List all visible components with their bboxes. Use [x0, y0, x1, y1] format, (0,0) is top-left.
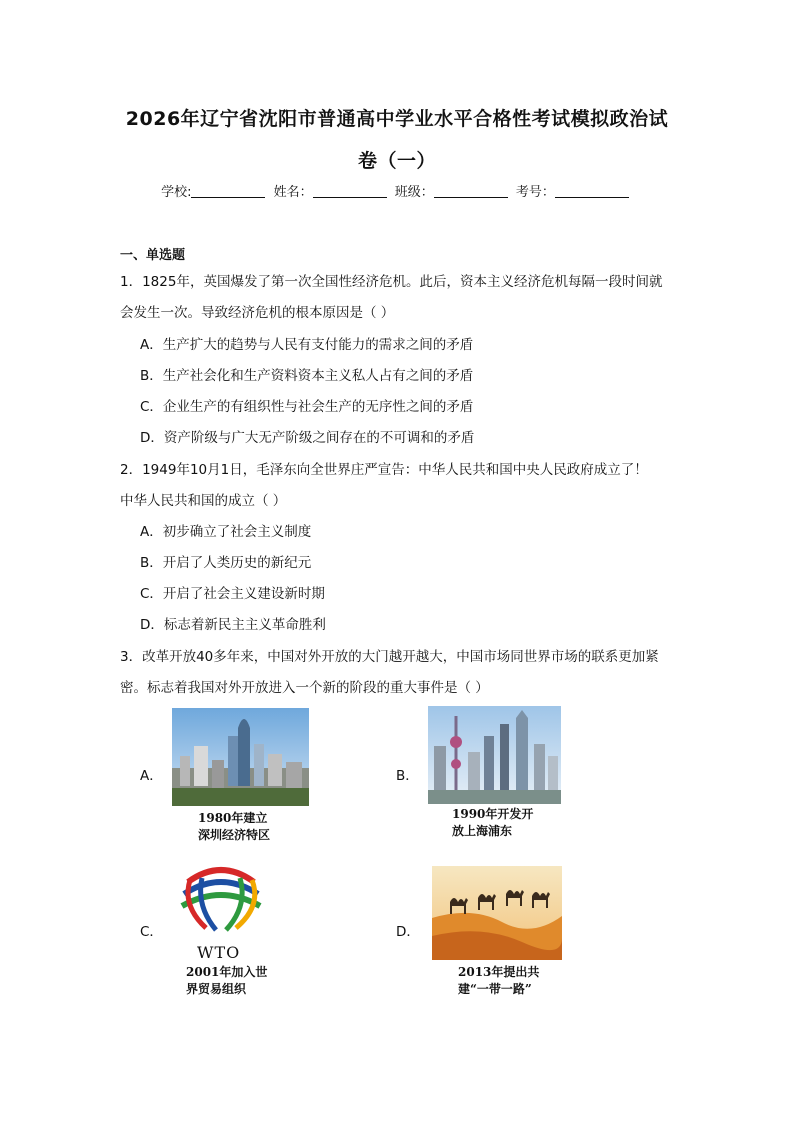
q3-option-c-letter[interactable]: C． [140, 924, 163, 940]
q2-option-d[interactable]: D．标志着新民主主义革命胜利 [140, 617, 326, 633]
class-blank[interactable] [434, 185, 508, 198]
q2-stem-line2: 中华人民共和国的成立（ ） [120, 493, 287, 509]
q2-option-c[interactable]: C．开启了社会主义建设新时期 [140, 586, 325, 602]
q3-option-b-caption-line2: 放上海浦东 [452, 824, 513, 838]
wto-logo[interactable] [176, 860, 266, 940]
q2-option-b[interactable]: B．开启了人类历史的新纪元 [140, 555, 312, 571]
shanghai-pudong-image[interactable] [428, 706, 561, 804]
shenzhen-skyline-image[interactable] [172, 708, 309, 806]
q3-option-c-caption-line1: 2001年加入世 [186, 965, 268, 979]
q3-option-d-caption-line1: 2013年提出共 [458, 965, 540, 979]
q3-stem-line2: 密。标志着我国对外开放进入一个新的阶段的重大事件是（ ） [120, 680, 489, 696]
q1-option-c[interactable]: C．企业生产的有组织性与社会生产的无序性之间的矛盾 [140, 399, 474, 415]
q1-option-d[interactable]: D．资产阶级与广大无产阶级之间存在的不可调和的矛盾 [140, 430, 475, 446]
q3-option-d-letter[interactable]: D． [396, 924, 420, 940]
q2-stem-line1: 2．1949年10月1日，毛泽东向全世界庄严宣告：中华人民共和国中央人民政府成立了！ [120, 462, 648, 478]
q3-option-a-caption-line1: 1980年建立 [198, 811, 268, 825]
school-blank[interactable] [191, 185, 265, 198]
q3-option-a-letter[interactable]: A． [140, 768, 163, 784]
school-label: 学校: [161, 185, 192, 200]
exam-title-line2: 卷（一） [357, 150, 436, 172]
q2-option-a[interactable]: A．初步确立了社会主义制度 [140, 524, 312, 540]
q1-stem-line2: 会发生一次。导致经济危机的根本原因是（ ） [120, 305, 395, 321]
class-label: 班级： [394, 185, 434, 200]
q3-option-d-caption-line2: 建“一带一路” [458, 982, 532, 996]
student-info-row [0, 181, 794, 200]
q3-option-b-caption-line1: 1990年开发开 [452, 807, 534, 821]
exam-no-blank[interactable] [555, 185, 629, 198]
q3-option-c-caption-line2: 界贸易组织 [186, 982, 247, 996]
name-blank[interactable] [313, 185, 387, 198]
q3-stem-line1: 3．改革开放40多年来，中国对外开放的大门越开越大，中国市场同世界市场的联系更加紧 [120, 649, 659, 665]
q3-option-b-letter[interactable]: B． [396, 768, 419, 784]
name-label: 姓名： [273, 185, 313, 200]
exam-title-line1: 2026年辽宁省沈阳市普通高中学业水平合格性考试模拟政治试 [125, 108, 669, 130]
q1-stem-line1: 1．1825年，英国爆发了第一次全国性经济危机。此后，资本主义经济危机每隔一段时间就 [120, 274, 663, 290]
camel-caravan-image[interactable] [432, 866, 562, 960]
q1-option-b[interactable]: B．生产社会化和生产资料资本主义私人占有之间的矛盾 [140, 368, 474, 384]
q1-option-a[interactable]: A．生产扩大的趋势与人民有支付能力的需求之间的矛盾 [140, 337, 474, 353]
q3-option-a-caption-line2: 深圳经济特区 [198, 828, 271, 842]
section-heading: 一、单选题 [120, 248, 186, 263]
exam-no-label: 考号： [515, 185, 555, 200]
wto-logo-text: WTO [197, 943, 241, 962]
